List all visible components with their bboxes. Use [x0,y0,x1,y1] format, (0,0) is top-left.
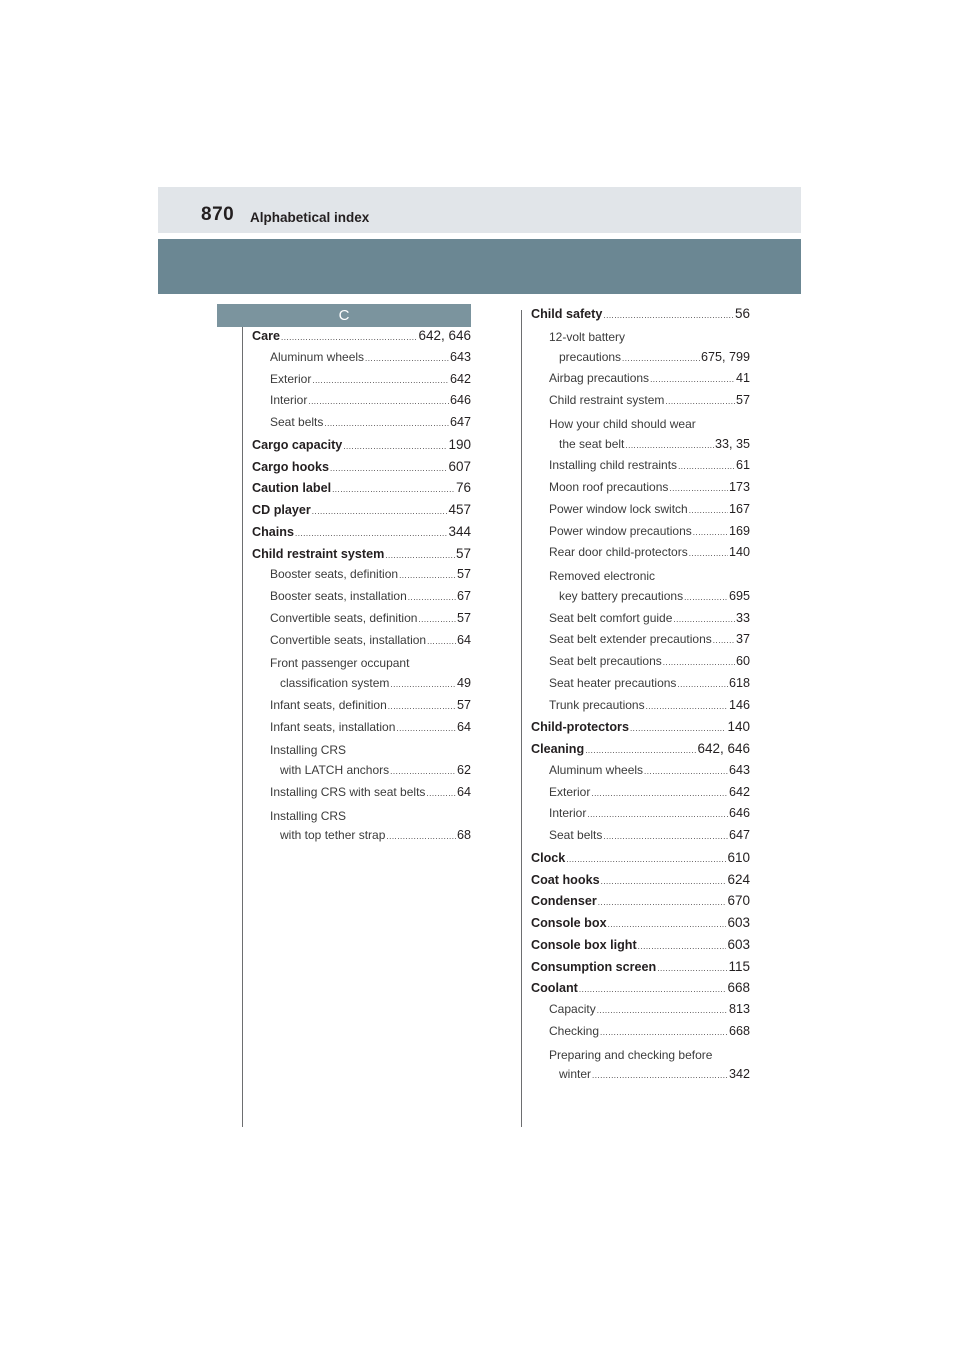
index-entry [531,545,750,567]
index-entry-label: Power window lock switch [549,501,688,516]
index-entry [531,611,750,633]
index-entry-pages: 62 [456,763,471,777]
index-entry-label: Seat belts [549,828,603,842]
index-entry-pages: 33, 35 [714,436,750,451]
index-entry [531,980,750,1002]
index-entry [531,480,750,502]
dot-leader [608,920,727,929]
index-entry-pages: 610 [727,849,750,865]
dot-leader [598,898,727,907]
index-entry-label: with top tether strap [280,828,386,843]
index-entry [252,502,471,524]
dot-leader [592,1071,728,1080]
dot-leader [657,964,727,973]
index-entry [252,328,471,350]
index-entry [252,633,471,655]
dot-leader [713,636,735,645]
index-entry-pages: 647 [449,415,471,429]
index-entry [531,393,750,415]
index-entry-label: Aluminum wheels [549,762,644,777]
index-entry-pages: 813 [728,1002,750,1016]
index-entry-label: precautions [559,349,622,364]
index-entry [252,546,471,568]
index-entry [252,698,471,720]
index-entry-label: winter [559,1067,592,1082]
header-band [158,239,801,294]
index-entry-label: Care [252,329,281,343]
dot-leader [587,810,728,819]
index-entry-pages: 618 [728,675,750,690]
index-entry [252,459,471,481]
index-entry [531,676,750,698]
index-entry [252,437,471,459]
index-entry [252,415,471,437]
index-entry-pages: 169 [728,523,750,538]
index-entry [252,611,471,633]
index-entry-pages: 140 [727,719,750,735]
index-entry [531,828,750,850]
dot-leader [390,767,456,776]
index-entry [531,741,750,763]
index-entry [252,480,471,502]
dot-leader [312,376,449,385]
index-entry [531,872,750,894]
index-entry [252,567,471,589]
index-entry [531,632,750,654]
index-entry [531,437,750,459]
index-entry-pages: 57 [456,697,471,712]
index-entry-label: Rear door child-protectors [549,545,688,560]
dot-leader [684,593,728,602]
index-entry-label: Infant seats, definition [270,697,387,712]
index-entry [531,937,750,959]
index-entry-pages: 646 [728,806,750,821]
dot-leader [678,462,735,471]
index-entry [531,458,750,480]
index-entry [531,350,750,372]
dot-leader [597,1006,728,1015]
index-entry-pages: 603 [727,936,750,952]
dot-leader [390,680,456,689]
section-title: Alphabetical index [250,210,370,225]
index-entry-pages: 68 [456,828,471,843]
dot-leader [426,789,456,798]
index-entry-label: Chains [252,524,294,539]
index-entry-pages: 624 [727,871,750,887]
index-entry-pages: 643 [449,349,471,364]
dot-leader [603,311,734,320]
index-entry [252,676,471,698]
index-entry-pages: 67 [456,589,471,603]
dot-leader [281,333,417,342]
index-entry-pages: 64 [456,632,471,647]
dot-leader [295,529,447,538]
index-entry [531,850,750,872]
index-entry [531,1067,750,1089]
index-entry [531,1046,750,1068]
index-entry [531,893,750,915]
index-entry-label: Convertible seats, definition [270,610,418,625]
index-entry-pages: 457 [448,502,471,517]
index-entry-label: Installing CRS with seat belts [270,784,426,799]
index-entry [531,567,750,589]
index-entry-pages: 668 [727,980,750,996]
dot-leader [693,528,728,537]
index-entry-label: Seat belt extender precautions [549,632,712,647]
index-entry [252,372,471,394]
index-entry-pages: 76 [455,480,471,496]
dot-leader [591,789,728,798]
dot-leader [332,485,455,494]
dot-leader [650,375,735,384]
dot-leader [388,702,456,711]
index-entry-pages: 607 [448,458,471,474]
index-entry [531,806,750,828]
index-entry-pages: 115 [728,958,750,974]
dot-leader [630,724,727,733]
index-entry [252,763,471,785]
index-entry-pages: 670 [727,893,750,909]
dot-leader [646,702,728,711]
dot-leader [427,637,456,646]
index-entry-label: Power window precautions [549,523,692,538]
dot-leader [408,593,456,602]
index-entry-pages: 695 [728,588,750,603]
index-entry-pages: 56 [734,306,750,321]
index-entry-pages: 643 [728,762,750,777]
index-entry-label: Interior [270,393,308,408]
index-entry-label: Convertible seats, installation [270,632,427,647]
dot-leader [365,354,449,363]
index-entry-pages: 190 [448,436,471,452]
index-entry-label: CD player [252,503,311,517]
index-entry-pages: 344 [448,523,471,539]
dot-leader [324,419,449,428]
dot-leader [625,441,714,450]
dot-leader [689,549,728,558]
index-entry-pages: 64 [456,719,471,734]
index-entry-label: Child restraint system [549,393,665,407]
index-entry [531,654,750,676]
index-entry-label: Exterior [549,784,591,799]
index-entry [531,1024,750,1046]
index-entry-pages: 173 [728,480,750,494]
index-entry-label: Caution label [252,481,332,496]
index-entry-pages: 603 [727,915,750,930]
index-entry-pages: 140 [728,545,750,560]
index-entry-pages: 642 [449,371,471,386]
index-entry-pages: 675, 799 [700,349,750,364]
index-entry-pages: 57 [735,393,750,407]
index-entry-label: Clock [531,850,566,865]
index-entry-pages: 57 [456,567,471,582]
index-entry-label: Booster seats, installation [270,589,407,603]
index-entry-pages: 642, 646 [697,741,750,756]
index-entry-label: Child-protectors [531,720,629,735]
dot-leader [673,615,735,624]
dot-leader [663,658,735,667]
index-entry-label: Installing CRS [270,743,347,758]
index-column-right [531,306,750,1089]
index-entry-label: 12-volt battery [549,329,626,344]
index-entry [252,741,471,763]
index-entry [531,959,750,981]
index-entry [531,306,750,328]
index-entry-pages: 167 [728,501,750,516]
dot-leader [665,397,735,406]
index-entry [252,350,471,372]
index-entry-label: Airbag precautions [549,371,650,386]
index-entry-pages: 57 [455,545,471,561]
index-entry-pages: 61 [735,458,750,473]
dot-leader [312,507,448,516]
index-entry-label: Seat heater precautions [549,675,677,690]
dot-leader [566,855,726,864]
index-entry-pages: 146 [728,697,750,712]
left-column-rule [242,306,243,1127]
dot-leader [308,397,449,406]
index-entry-label: Exterior [270,371,312,386]
index-entry-label: Seat belt comfort guide [549,610,673,625]
dot-leader [418,615,456,624]
index-entry-label: Aluminum wheels [270,349,365,364]
dot-leader [330,464,447,473]
index-entry [252,393,471,415]
index-entry-label: Child restraint system [252,546,385,561]
index-entry [531,915,750,937]
page-number: 870 [201,204,235,225]
dot-leader [638,942,727,951]
dot-leader [585,746,696,755]
index-entry [531,763,750,785]
index-entry [531,502,750,524]
dot-leader [689,506,728,515]
index-entry [531,1002,750,1024]
index-entry-label: the seat belt [559,436,625,451]
index-entry-label: Moon roof precautions [549,480,669,494]
index-entry-label: Coat hooks [531,872,600,887]
index-entry [531,371,750,393]
dot-leader [603,832,728,841]
index-entry-pages: 646 [449,393,471,408]
index-entry-pages: 41 [735,371,750,386]
index-entry-pages: 642 [728,784,750,799]
index-entry-pages: 37 [735,632,750,647]
index-entry-label: classification system [280,676,390,690]
index-letter-tab: C [217,304,471,327]
index-entry-label: Installing child restraints [549,458,678,473]
index-entry [252,524,471,546]
dot-leader [386,832,456,841]
dot-leader [343,442,447,451]
index-entry-label: Removed electronic [549,569,656,583]
index-entry-pages: 60 [735,654,750,668]
index-entry [252,828,471,850]
index-entry-pages: 647 [728,828,750,842]
index-entry [531,785,750,807]
index-entry-label: Infant seats, installation [270,719,396,734]
index-entry-label: Installing CRS [270,808,347,823]
index-entry-pages: 64 [456,784,471,799]
index-entry-label: Consumption screen [531,959,657,974]
index-entry-pages: 668 [728,1023,750,1038]
index-entry-label: Front passenger occupant [270,656,410,671]
dot-leader [600,1028,728,1037]
dot-leader [385,551,455,560]
index-entry [531,328,750,350]
dot-leader [399,571,456,580]
index-entry [531,698,750,720]
index-entry-label: Seat belt precautions [549,654,662,668]
index-entry-pages: 49 [456,676,471,690]
index-entry-label: key battery precautions [559,588,684,603]
index-entry-pages: 33 [735,610,750,625]
index-entry [252,785,471,807]
index-entry-label: Checking [549,1023,600,1038]
index-entry [252,654,471,676]
index-entry-label: Trunk precautions [549,697,645,712]
index-entry [531,589,750,611]
index-entry-label: Cargo hooks [252,459,329,474]
middle-column-rule [521,310,522,1127]
index-entry-pages: 342 [728,1067,750,1082]
index-column-left [252,328,471,850]
index-entry-label: Condenser [531,894,597,909]
index-entry [252,589,471,611]
index-entry-label: Booster seats, definition [270,567,399,582]
index-entry-label: Interior [549,806,587,821]
dot-leader [601,877,727,886]
index-entry-pages: 57 [456,610,471,625]
index-entry-label: Console box light [531,937,637,952]
index-entry-label: Preparing and checking before [549,1047,713,1062]
dot-leader [644,767,728,776]
index-entry-label: with LATCH anchors [280,763,390,777]
index-entry-label: Cleaning [531,742,585,756]
index-entry-label: Capacity [549,1002,596,1016]
dot-leader [622,354,700,363]
index-entry-label: Coolant [531,981,578,996]
index-entry [531,524,750,546]
index-entry [531,719,750,741]
index-entry-label: Child safety [531,307,603,321]
index-entry-pages: 642, 646 [418,328,471,343]
index-entry-label: Cargo capacity [252,437,343,452]
dot-leader [677,680,728,689]
index-entry-label: Seat belts [270,415,324,429]
index-entry-label: How your child should wear [549,416,696,431]
dot-leader [669,484,728,493]
index-entry [252,720,471,742]
index-entry [531,415,750,437]
dot-leader [396,724,456,733]
index-entry-label: Console box [531,916,607,930]
index-entry [252,807,471,829]
dot-leader [579,985,727,994]
